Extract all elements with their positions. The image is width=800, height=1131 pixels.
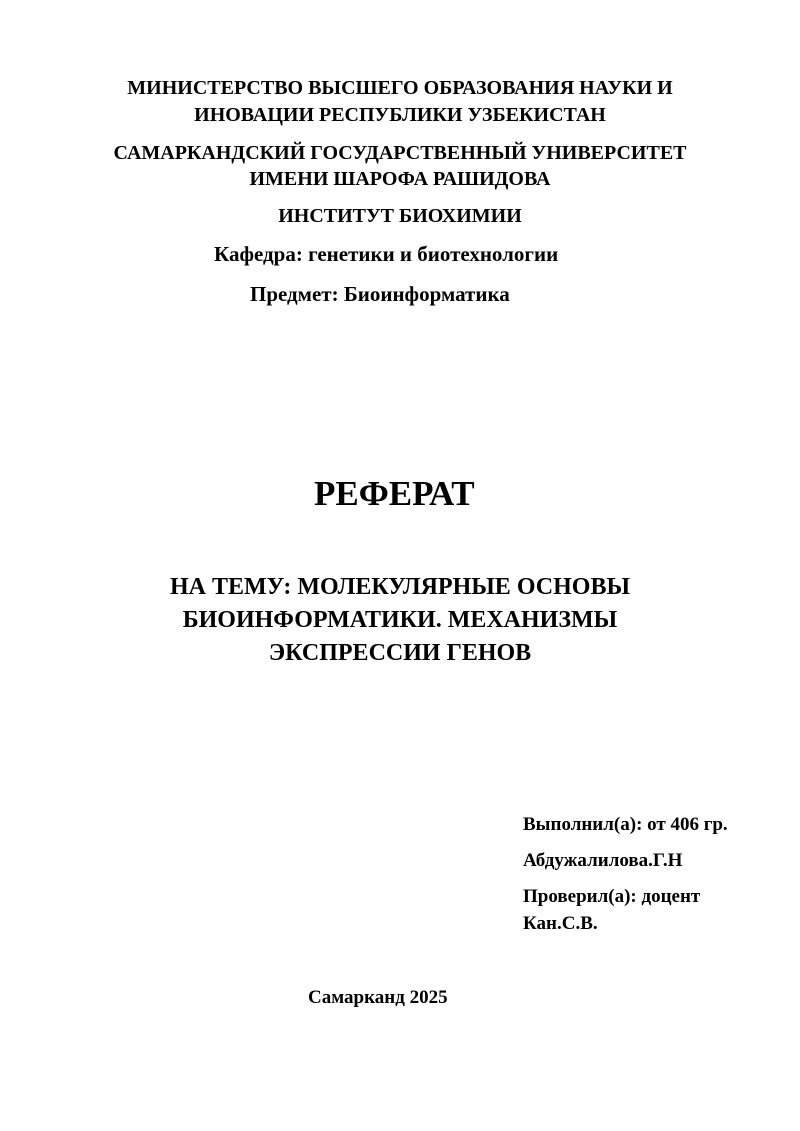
ministry-line-1: МИНИСТЕРСТВО ВЫСШЕГО ОБРАЗОВАНИЯ НАУКИ И	[127, 77, 673, 99]
department-line: Кафедра: генетики и биотехнологии	[214, 242, 559, 266]
city-year: Самарканд 2025	[308, 987, 448, 1008]
teacher-name: Кан.С.В.	[523, 913, 598, 934]
university-line-2: ИМЕНИ ШАРОФА РАШИДОВА	[249, 168, 551, 190]
university-line-1: САМАРКАНДСКИЙ ГОСУДАРСТВЕННЫЙ УНИВЕРСИТЕТ	[113, 142, 687, 164]
document-type-title: РЕФЕРАТ	[314, 474, 475, 513]
student-name: Абдужалилова.Г.Н	[523, 850, 683, 871]
checked-by: Проверил(а): доцент	[523, 886, 701, 907]
performed-by: Выполнил(а): от 406 гр.	[523, 814, 728, 835]
institute-name: ИНСТИТУТ БИОХИМИИ	[278, 205, 522, 227]
ministry-line-2: ИНОВАЦИИ РЕСПУБЛИКИ УЗБЕКИСТАН	[194, 104, 606, 126]
topic-line-3: ЭКСПРЕССИИ ГЕНОВ	[268, 640, 532, 666]
subject-line: Предмет: Биоинформатика	[250, 282, 510, 306]
topic-line-2: БИОИНФОРМАТИКИ. МЕХАНИЗМЫ	[182, 607, 618, 633]
topic-line-1: НА ТЕМУ: МОЛЕКУЛЯРНЫЕ ОСНОВЫ	[169, 574, 631, 600]
